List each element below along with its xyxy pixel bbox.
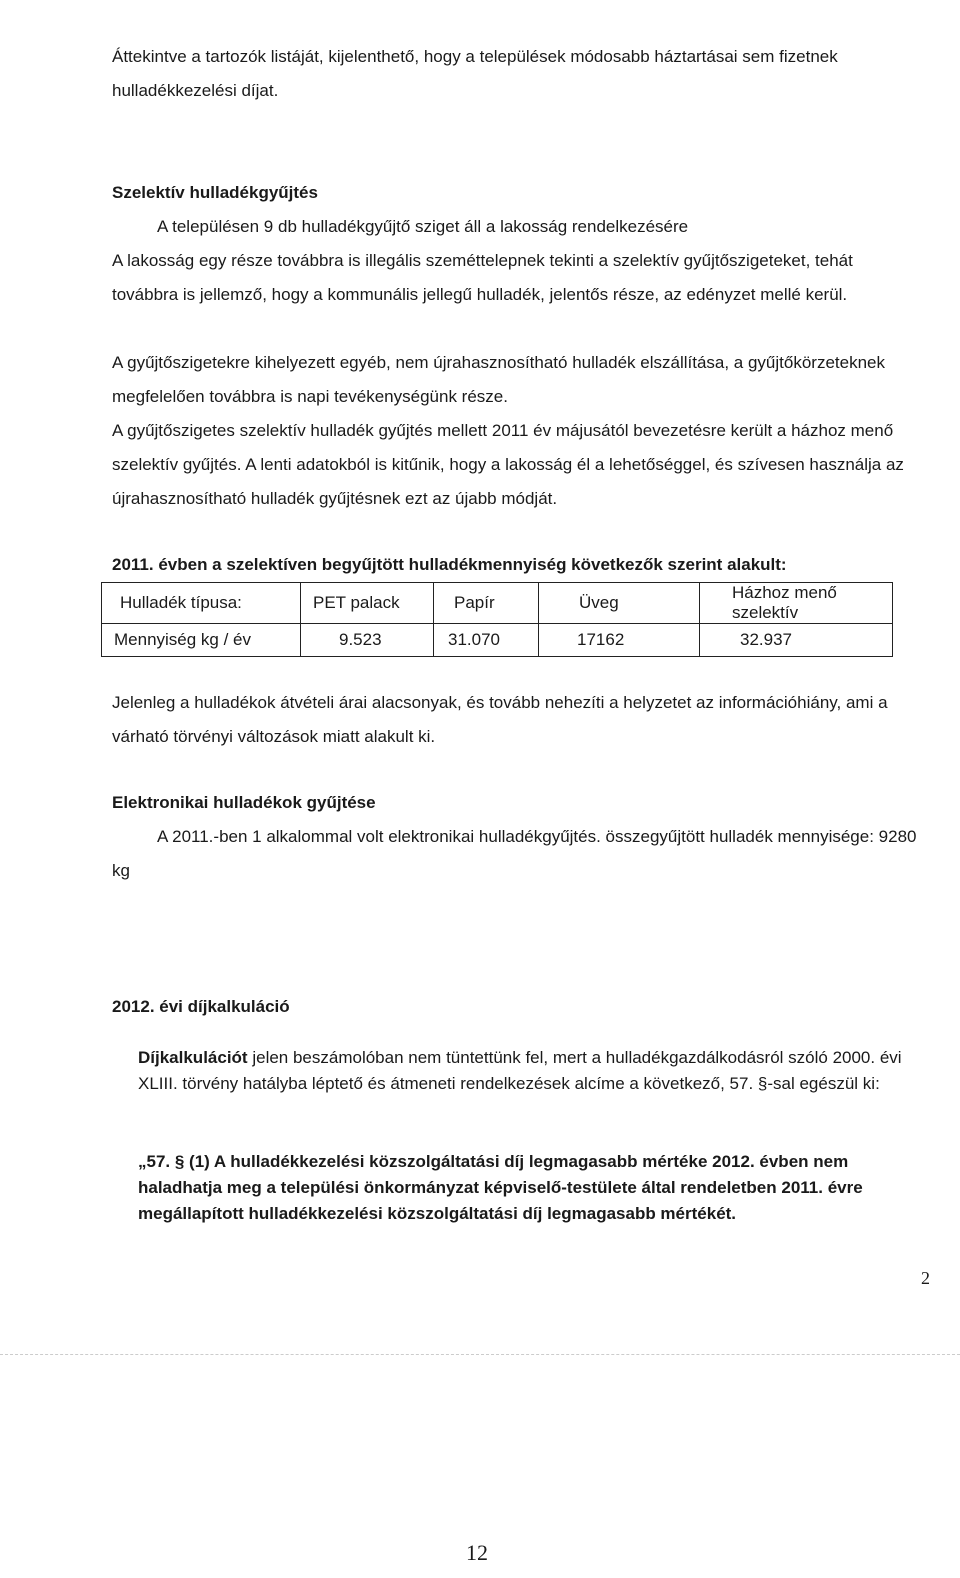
table-cell: 31.070	[434, 624, 539, 657]
fee-bold-lead: Díjkalkulációt	[138, 1048, 248, 1067]
prices-paragraph: Jelenleg a hulladékok átvételi árai alacsonyak, és tovább nehezíti a helyzetet az információhiány, ami a várható törvényi változások miatt alakult ki.	[112, 693, 888, 746]
law-quote: „57. § (1) A hulladékkezelési közszolgáltatási díj legmagasabb mértéke 2012. évben nem haladhatja meg a települési önkormányzat képviselő-testülete által rendeletben 2011. évre megállapított hulladékkezelési közszolgáltatási díj legmagasabb mértékét.	[138, 1152, 863, 1223]
electronic-heading: Elektronikai hulladékok gyűjtése	[112, 793, 376, 812]
table-heading: 2011. évben a szelektíven begyűjtött hulladékmennyiség következők szerint alakult:	[112, 555, 787, 574]
selective-paragraph-2: A lakosság egy része továbbra is illegális szeméttelepnek tekinti a szelektív gyűjtőszigeteket, tehát továbbra is jellemző, hogy a kommunális jellegű hulladék, jelentős része, az edényzet mellé kerül.	[112, 251, 853, 304]
page-number: 2	[921, 1268, 930, 1288]
fee-text: jelen beszámolóban nem tüntettünk fel, mert a hulladékgazdálkodásról szóló 2000. évi XLIII. törvény hatályba léptető és átmeneti rendelkezések alcíme a következő, 57. §-sal egészül ki:	[138, 1048, 902, 1093]
table-header-cell: Üveg	[539, 583, 700, 624]
table-header-cell: Papír	[434, 583, 539, 624]
table-header-row	[102, 583, 893, 624]
selective-paragraph-4: A gyűjtőszigetes szelektív hulladék gyűjtés mellett 2011 év májusától bevezetésre került a házhoz menő szelektív gyűjtés. A lenti adatokból is kitűnik, hogy a lakosság él a lehetőséggel, és szívesen használja az újrahasznosítható hulladék gyűjtésnek ezt az újabb módját.	[112, 421, 904, 508]
bottom-page-number: 12	[466, 1540, 488, 1565]
table-row	[102, 624, 893, 657]
intro-paragraph: Áttekintve a tartozók listáját, kijelenthető, hogy a települések módosabb háztartásai sem fizetnek hulladékkezelési díjat.	[112, 47, 838, 100]
waste-quantity-table	[101, 582, 893, 657]
page-divider	[0, 1354, 960, 1355]
selective-paragraph-1: A településen 9 db hulladékgyűjtő sziget áll a lakosság rendelkezésére	[157, 217, 689, 236]
selective-paragraph-3: A gyűjtőszigetekre kihelyezett egyéb, nem újrahasznosítható hulladék elszállítása, a gyűjtőkörzeteknek megfelelően továbbra is napi tevékenységünk része.	[112, 353, 886, 406]
table-cell: Mennyiség kg / év	[102, 624, 301, 657]
fee-heading: 2012. évi díjkalkuláció	[112, 997, 290, 1016]
table-header-cell: PET palack	[301, 583, 434, 624]
table-cell: 9.523	[301, 624, 434, 657]
table-cell: 32.937	[700, 624, 893, 657]
table-cell: 17162	[539, 624, 700, 657]
selective-heading: Szelektív hulladékgyűjtés	[112, 183, 318, 202]
electronic-paragraph: A 2011.-ben 1 alkalommal volt elektronikai hulladékgyűjtés. összegyűjtött hulladék mennyisége: 9280 kg	[112, 827, 917, 880]
fee-paragraph	[138, 1045, 928, 1097]
table-header-cell: Hulladék típusa:	[102, 583, 301, 624]
table-header-cell: Házhoz menő szelektív	[700, 583, 893, 624]
